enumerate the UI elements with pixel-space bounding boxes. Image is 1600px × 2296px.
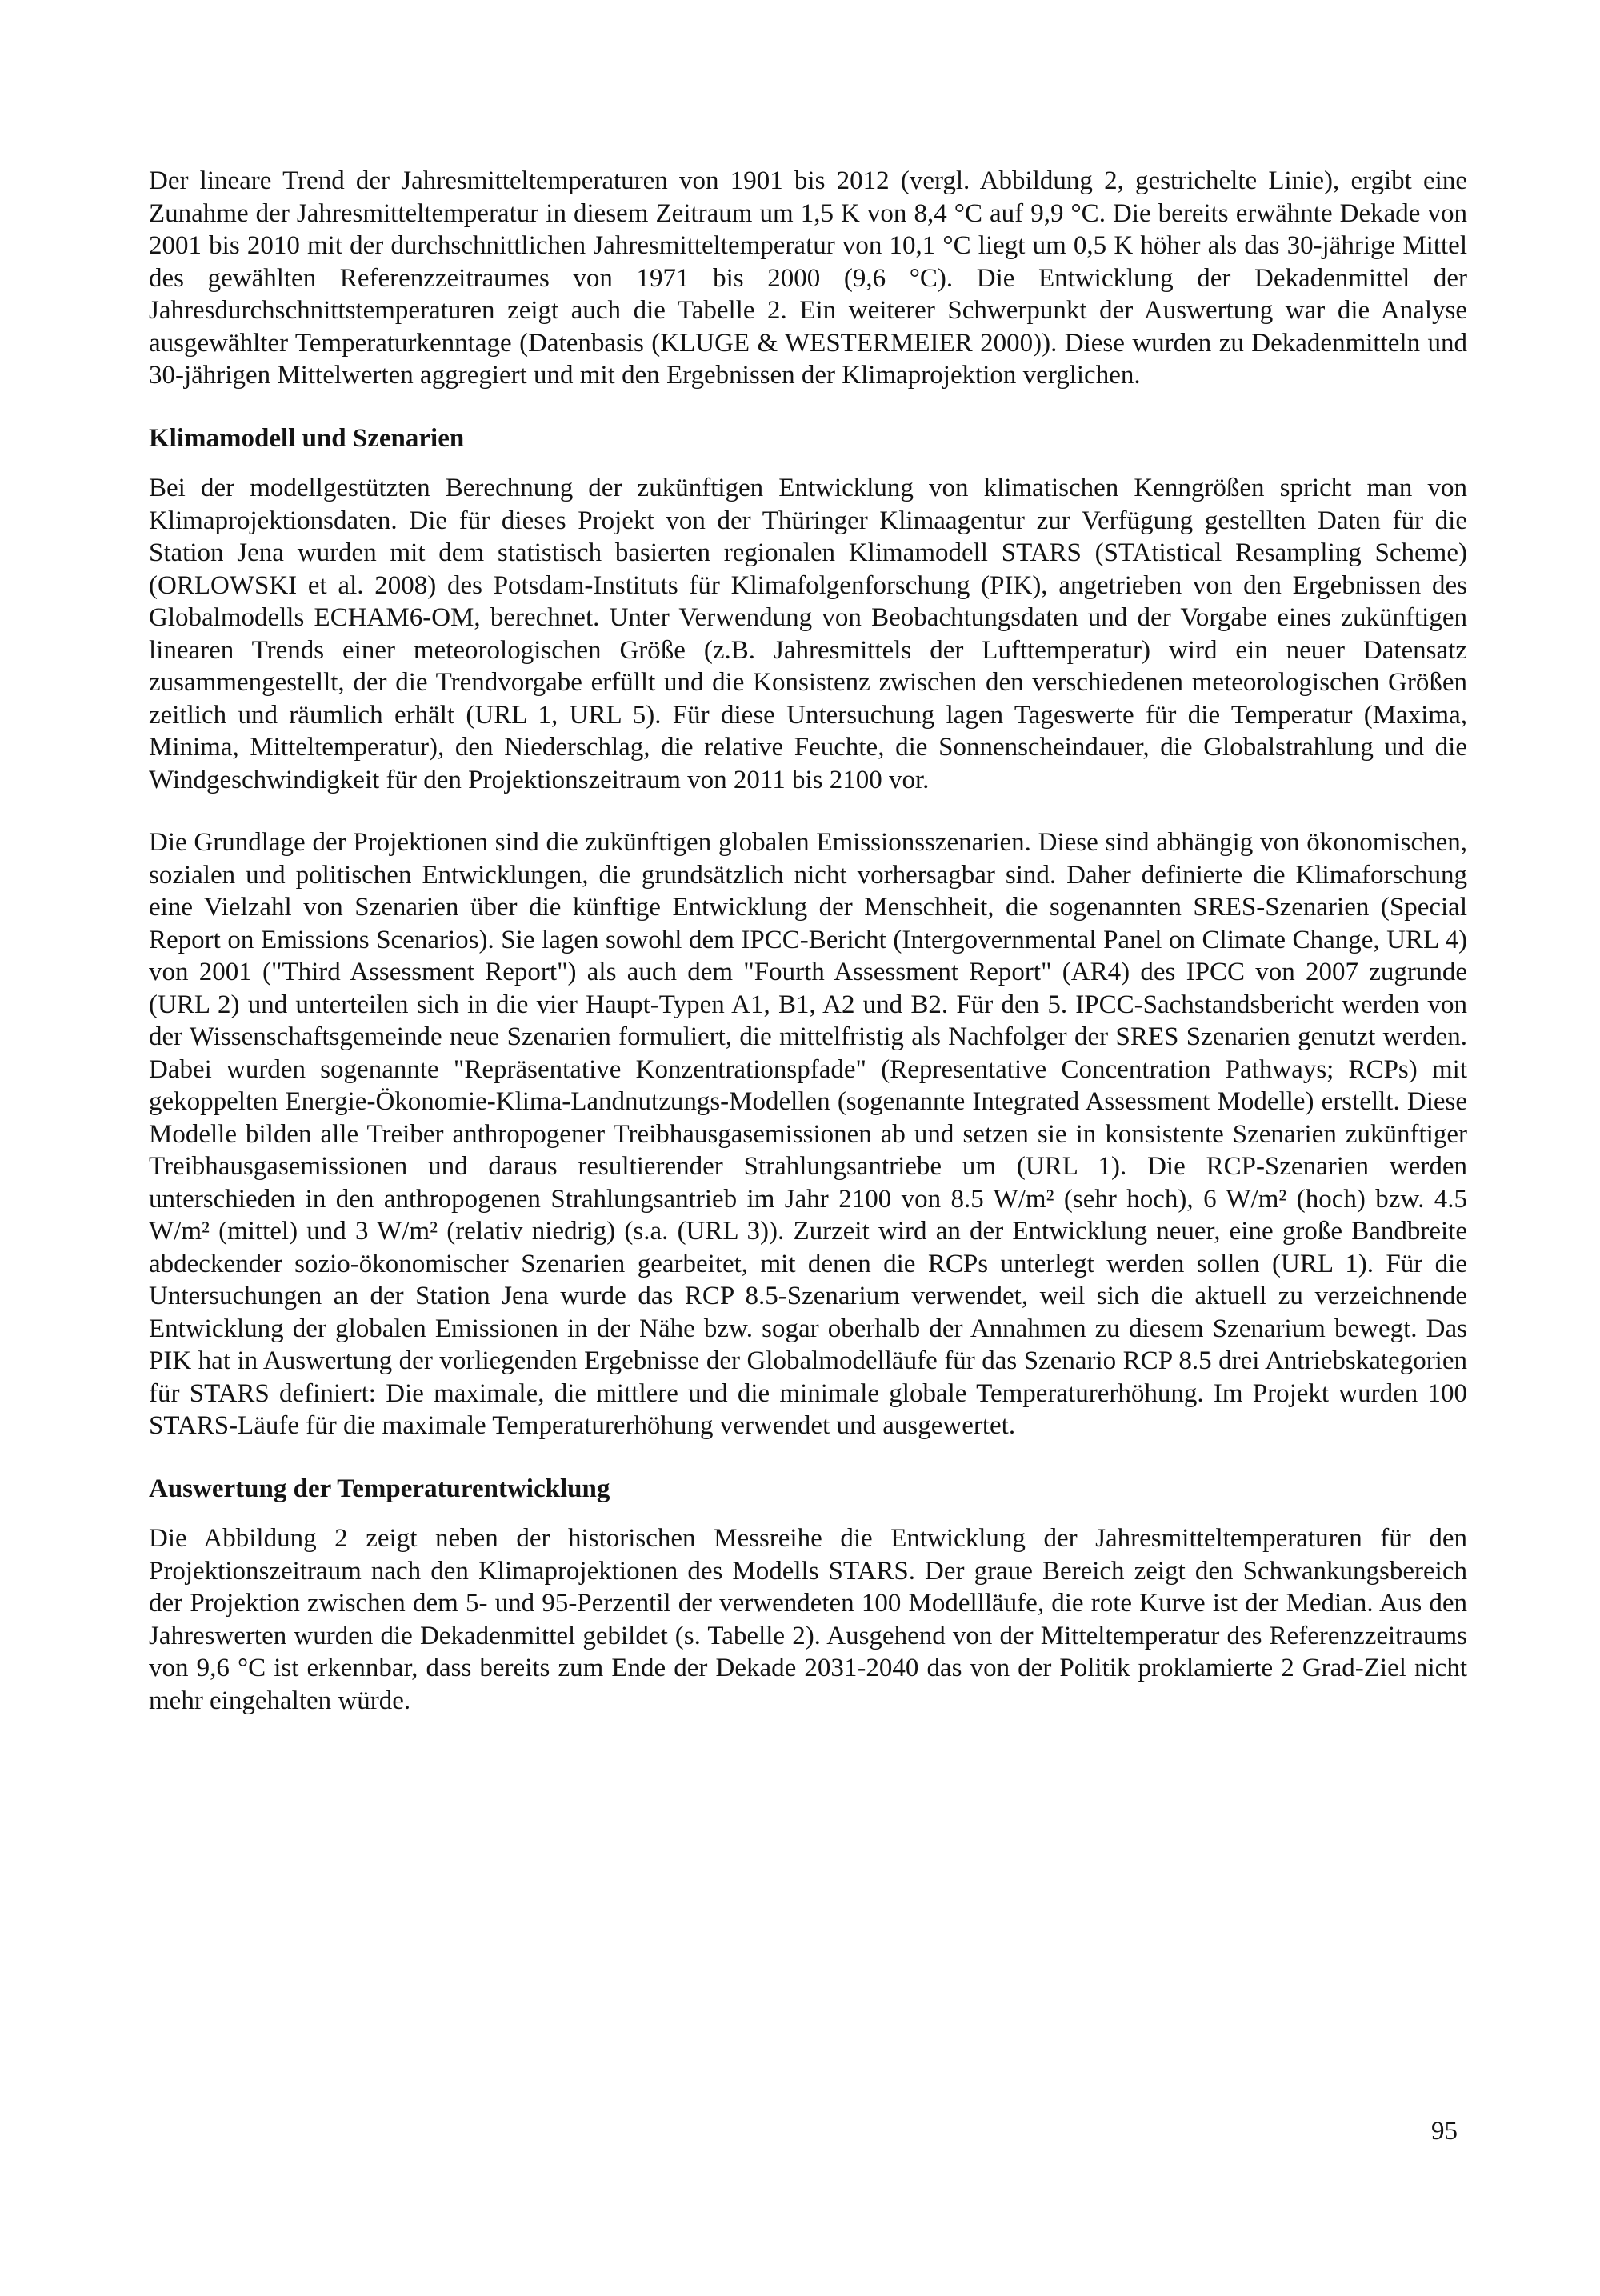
document-page — [149, 165, 1467, 1717]
page-number: 95 — [1431, 2117, 1458, 2146]
paragraph-linear-trend: Der lineare Trend der Jahresmitteltemperaturen von 1901 bis 2012 (vergl. Abbildung 2, gestrichelte Linie), ergibt eine Zunahme der Jahresmitteltemperatur in diesem Zeitraum um 1,5 K von 8,4 °C auf 9,9 °C. Die bereits erwähnte Dekade von 2001 bis 2010 mit der durchschnittlichen Jahresmitteltemperatur von 10,1 °C liegt um 0,5 K höher als das 30-jährige Mittel des gewählten Referenzzeitraumes von 1971 bis 2000 (9,6 °C). Die Entwicklung der Dekadenmittel der Jahresdurchschnittstemperaturen zeigt auch die Tabelle 2. Ein weiterer Schwerpunkt der Auswertung war die Analyse ausgewählter Temperaturkenntage (Datenbasis (KLUGE & WESTERMEIER 2000)). Diese wurden zu Dekadenmitteln und 30-jährigen Mittelwerten aggregiert und mit den Ergebnissen der Klimaprojektion verglichen. — [149, 166, 1467, 390]
heading-temperaturentwicklung: Auswertung der Temperaturentwicklung — [149, 1474, 610, 1503]
paragraph-emissionsszenarien: Die Grundlage der Projektionen sind die zukünftigen globalen Emissionsszenarien. Diese sind abhängig von ökonomischen, sozialen und politischen Entwicklungen, die grundsätzlich nicht vorhersagbar sind. Daher definierte die Klimaforschung eine Vielzahl von Szenarien über die künftige Entwicklung der Menschheit, die sogenannten SRES-Szenarien (Special Report on Emissions Scenarios). Sie lagen sowohl dem IPCC-Bericht (Intergovernmental Panel on Climate Change, URL 4) von 2001 ("Third Assessment Report") als auch dem "Fourth Assessment Report" (AR4) des IPCC von 2007 zugrunde (URL 2) und unterteilen sich in die vier Haupt-Typen A1, B1, A2 und B2. Für den 5. IPCC-Sachstandsbericht werden von der Wissenschaftsgemeinde neue Szenarien formuliert, die mittelfristig als Nachfolger der SRES Szenarien genutzt werden. Dabei wurden sogenannte "Repräsentative Konzentrationspfade" (Representative Concentration Pathways; RCPs) mit gekoppelten Energie-Ökonomie-Klima-Landnutzungs-Modellen (sogenannte Integrated Assessment Modelle) erstellt. Diese Modelle bilden alle Treiber anthropogener Treibhausgasemissionen ab und setzen sie in konsistente Szenarien zukünftiger Treibhausgasemissionen und daraus resultierender Strahlungsantriebe um (URL 1). Die RCP-Szenarien werden unterschieden in den anthropogenen Strahlungsantrieb im Jahr 2100 von 8.5 W/m² (sehr hoch), 6 W/m² (hoch) bzw. 4.5 W/m² (mittel) und 3 W/m² (relativ niedrig) (s.a. (URL 3)). Zurzeit wird an der Entwicklung neuer, eine große Bandbreite abdeckender sozio-ökonomischer Szenarien gearbeitet, mit denen die RCPs unterlegt werden sollen (URL 1). Für die Untersuchungen an der Station Jena wurde das RCP 8.5-Szenarium verwendet, weil sich die aktuell zu verzeichnende Entwicklung der globalen Emissionen in der Nähe bzw. sogar oberhalb der Annahmen zu diesem Szenarium bewegt. Das PIK hat in Auswertung der vorliegenden Ergebnisse der Globalmodelläufe für das Szenario RCP 8.5 drei Antriebskategorien für STARS definiert: Die maximale, die mittlere und die minimale globale Temperaturerhöhung. Im Projekt wurden 100 STARS-Läufe für die maximale Temperaturerhöhung verwendet und ausgewertet. — [149, 828, 1467, 1440]
paragraph-temperaturentwicklung: Die Abbildung 2 zeigt neben der historischen Messreihe die Entwicklung der Jahresmitteltemperaturen für den Projektionszeitraum nach den Klimaprojektionen des Modells STARS. Der graue Bereich zeigt den Schwankungsbereich der Projektion zwischen dem 5- und 95-Perzentil der verwendeten 100 Modellläufe, die rote Kurve ist der Median. Aus den Jahreswerten wurden die Dekadenmittel gebildet (s. Tabelle 2). Ausgehend von der Mitteltemperatur des Referenzzeitraums von 9,6 °C ist erkennbar, dass bereits zum Ende der Dekade 2031-2040 das von der Politik proklamierte 2 Grad-Ziel nicht mehr eingehalten würde. — [149, 1524, 1467, 1715]
heading-klimamodell: Klimamodell und Szenarien — [149, 423, 465, 453]
paragraph-klimamodell: Bei der modellgestützten Berechnung der zukünftigen Entwicklung von klimatischen Kenngrößen spricht man von Klimaprojektionsdaten. Die für dieses Projekt von der Thüringer Klimaagentur zur Verfügung gestellten Daten für die Station Jena wurden mit dem statistisch basierten regionalen Klimamodell STARS (STAtistical Resampling Scheme) (ORLOWSKI et al. 2008) des Potsdam-Instituts für Klimafolgenforschung (PIK), angetrieben von den Ergebnissen des Globalmodells ECHAM6-OM, berechnet. Unter Verwendung von Beobachtungsdaten und der Vorgabe eines zukünftigen linearen Trends einer meteorologischen Größe (z.B. Jahresmittels der Lufttemperatur) wird ein neuer Datensatz zusammengestellt, der die Trendvorgabe erfüllt und die Konsistenz zwischen den verschiedenen meteorologischen Größen zeitlich und räumlich erhält (URL 1, URL 5). Für diese Untersuchung lagen Tageswerte für die Temperatur (Maxima, Minima, Mitteltemperatur), den Niederschlag, die relative Feuchte, die Sonnenscheindauer, die Globalstrahlung und die Windgeschwindigkeit für den Projektionszeitraum von 2011 bis 2100 vor. — [149, 474, 1467, 794]
